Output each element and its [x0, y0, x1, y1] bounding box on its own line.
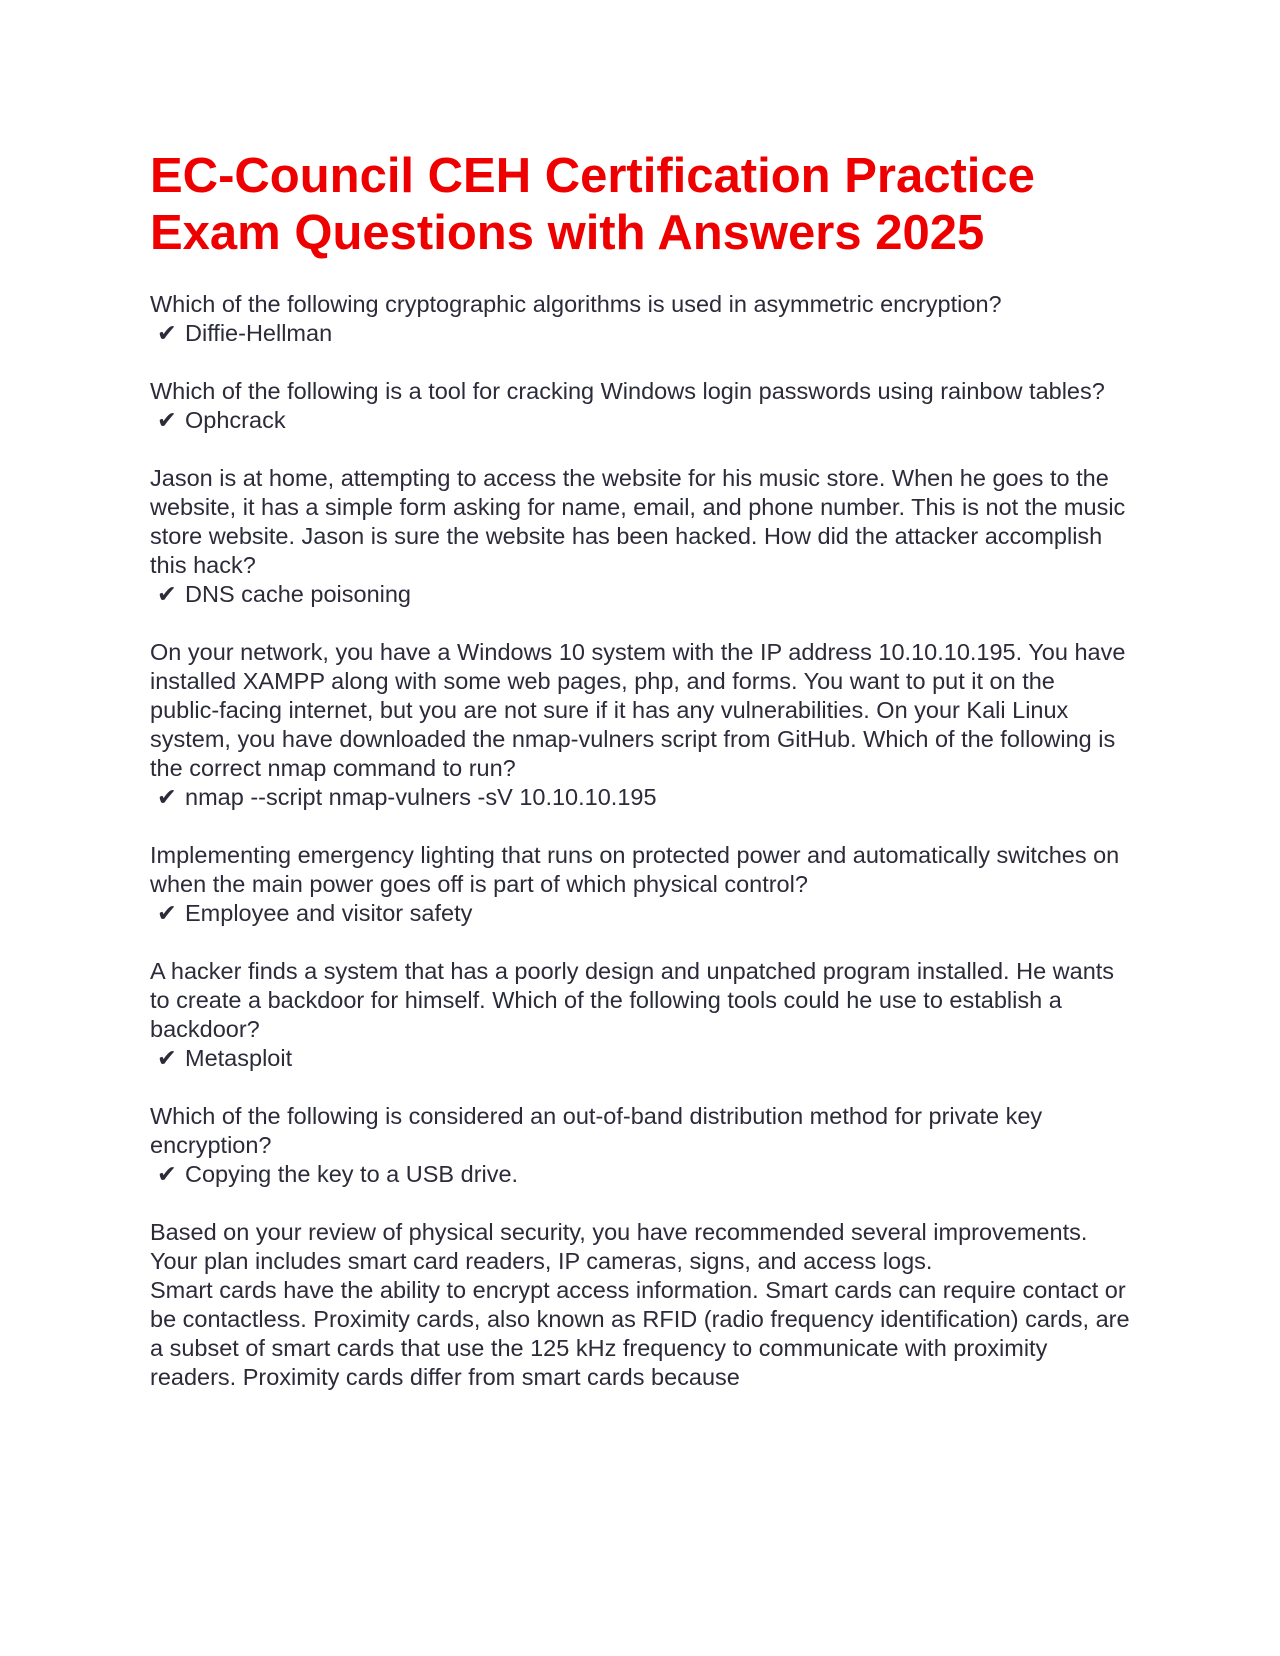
- qa-item: [150, 290, 1130, 348]
- question-paragraph: Based on your review of physical security, you have recommended several improvements. Your plan includes smart card readers, IP cameras, signs, and access logs.: [150, 1219, 1088, 1274]
- check-icon: ✔: [157, 900, 177, 926]
- answer-line: [150, 1044, 1130, 1073]
- answer-text: nmap --script nmap-vulners -sV 10.10.10.195: [185, 784, 657, 810]
- qa-item: [150, 1102, 1130, 1189]
- qa-item: [150, 377, 1130, 435]
- check-icon: ✔: [157, 784, 177, 810]
- answer-text: Employee and visitor safety: [185, 900, 473, 926]
- answer-line: [150, 1160, 1130, 1189]
- check-icon: ✔: [157, 1045, 177, 1071]
- answer-line: [150, 406, 1130, 435]
- answer-line: [150, 783, 1130, 812]
- question-text: A hacker finds a system that has a poorly design and unpatched program installed. He wants to create a backdoor for himself. Which of the following tools could he use to establish a backdoor?: [150, 958, 1115, 1042]
- question-text: Which of the following cryptographic algorithms is used in asymmetric encryption?: [150, 291, 1002, 317]
- answer-line: [150, 319, 1130, 348]
- document-title: EC-Council CEH Certification Practice Exam Questions with Answers 2025: [150, 149, 1035, 260]
- check-icon: ✔: [157, 407, 177, 433]
- answer-line: [150, 580, 1130, 609]
- answer-text: Diffie-Hellman: [185, 320, 333, 346]
- answer-text: Ophcrack: [185, 407, 286, 433]
- question-text: On your network, you have a Windows 10 system with the IP address 10.10.10.195. You have installed XAMPP along with some web pages, php, and forms. You want to put it on the public-facing internet, but you are not sure if it has any vulnerabilities. On your Kali Linux system, you have downloaded the nmap-vulners script from GitHub. Which of the following is the correct nmap command to run?: [150, 639, 1126, 781]
- qa-item: [150, 841, 1130, 928]
- question-text: Which of the following is a tool for cracking Windows login passwords using rainbow tables?: [150, 378, 1105, 404]
- qa-item: [150, 957, 1130, 1073]
- qa-item: [150, 464, 1130, 609]
- answer-text: DNS cache poisoning: [185, 581, 411, 607]
- check-icon: ✔: [157, 1161, 177, 1187]
- check-icon: ✔: [157, 320, 177, 346]
- question-paragraph: Smart cards have the ability to encrypt access information. Smart cards can require contact or be contactless. Proximity cards, also known as RFID (radio frequency identification) cards, are a subset of smart cards that use the 125 kHz frequency to communicate with proximity readers. Proximity cards differ from smart cards because: [150, 1277, 1130, 1390]
- answer-text: Metasploit: [185, 1045, 293, 1071]
- document-page: [150, 148, 1130, 1421]
- qa-item: [150, 638, 1130, 812]
- question-text: Jason is at home, attempting to access the website for his music store. When he goes to the website, it has a simple form asking for name, email, and phone number. This is not the music store website. Jason is sure the website has been hacked. How did the attacker accomplish this hack?: [150, 465, 1126, 578]
- answer-text: Copying the key to a USB drive.: [185, 1161, 519, 1187]
- check-icon: ✔: [157, 581, 177, 607]
- question-text: Implementing emergency lighting that runs on protected power and automatically switches on when the main power goes off is part of which physical control?: [150, 842, 1120, 897]
- qa-item-last: [150, 1218, 1130, 1392]
- answer-line: [150, 899, 1130, 928]
- question-text: Which of the following is considered an out-of-band distribution method for private key encryption?: [150, 1103, 1043, 1158]
